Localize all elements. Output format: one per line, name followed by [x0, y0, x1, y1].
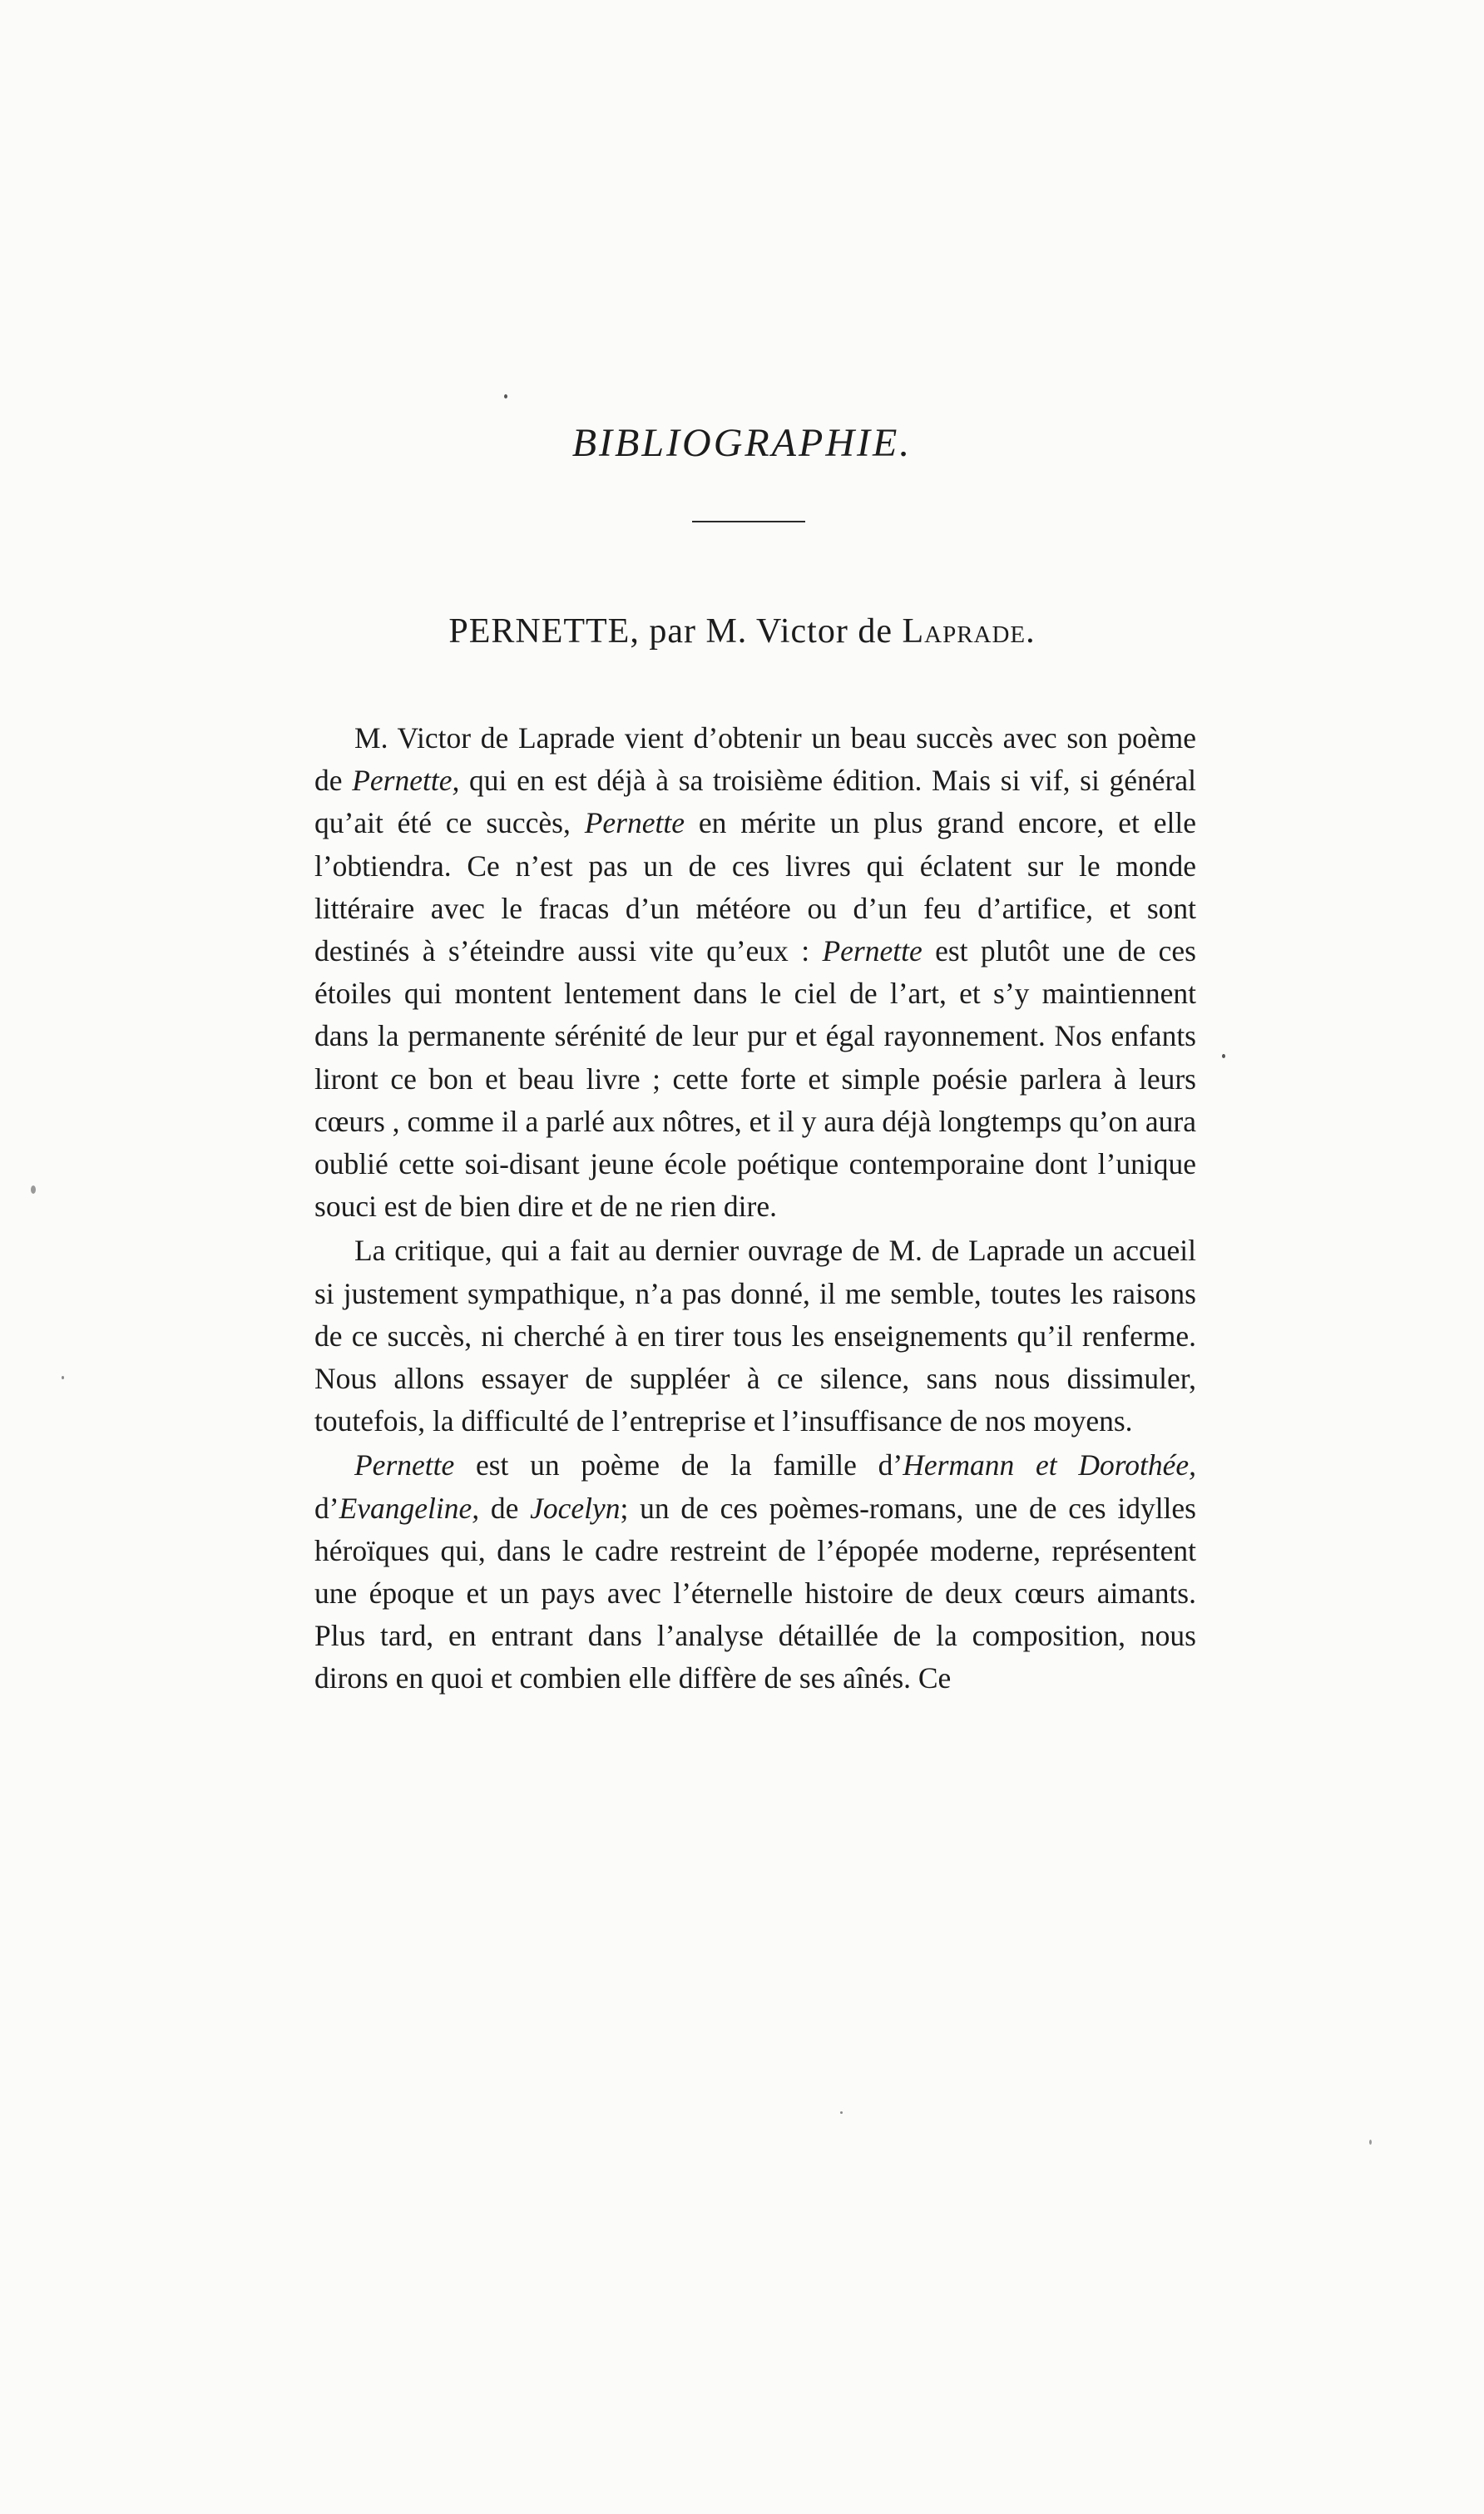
- paragraph-1-run-3: qui en est déjà à sa troisième édition. Mais si vif, si général qu’ait été ce succès,: [314, 764, 1196, 840]
- article-title: [0, 611, 1484, 651]
- section-heading: BIBLIOGRAPHIE.: [571, 421, 913, 465]
- paragraph-1: [314, 717, 1196, 1228]
- article-title-main: PERNETTE, par M. Victor de: [448, 612, 903, 651]
- paragraph-3: [314, 1444, 1196, 1700]
- paragraph-3-run-8: ; un de ces poèmes-romans, une de ces idylles héroïques qui, dans le cadre restreint de l’épopée moderne, représentent une époque et un pays avec l’éternelle histoire de deux cœurs aimants. Plus tard, en entrant dans l’analyse détaillée de la composition, nous dirons en quoi et combien elle diffère de ses aînés. Ce: [314, 1491, 1196, 1695]
- scan-speck: [504, 394, 507, 398]
- article-title-author: Laprade: [902, 612, 1026, 651]
- paragraph-3-run-4: d’: [314, 1491, 339, 1525]
- paragraph-3-run-2: est un poème de la famille d’: [454, 1448, 903, 1482]
- paragraph-1-run-1: M. Victor de Laprade vient d’obtenir un beau succès avec son poème de: [314, 721, 1196, 798]
- scan-speck: [1369, 2140, 1372, 2145]
- paragraph-1-run-6: Pernette: [822, 934, 923, 968]
- paragraph-1-run-5: en mérite un plus grand encore, et elle l’obtiendra. Ce n’est pas un de ces livres qui éclatent sur le monde littéraire avec le fracas d’un météore ou d’un feu d’artifice, et sont destinés à s’éteindre aussi vite qu’eux :: [314, 806, 1196, 968]
- scan-speck: [1222, 1054, 1225, 1058]
- paragraph-3-run-7: Jocelyn: [530, 1491, 621, 1525]
- paragraph-3-run-6: de: [479, 1491, 531, 1525]
- article-body: [314, 717, 1196, 1700]
- paragraph-2: [314, 1230, 1196, 1443]
- article-title-end: .: [1026, 612, 1036, 651]
- paragraph-3-run-5: Evangeline,: [339, 1491, 480, 1525]
- paragraph-1-run-2: Pernette,: [352, 764, 460, 798]
- paragraph-2-run-1: La critique, qui a fait au dernier ouvrage de M. de Laprade un accueil si justement sympathique, n’a pas donné, il me semble, toutes les raisons de ce succès, ni cherché à en tirer tous les enseignements qu’il renferme. Nous allons essayer de suppléer à ce silence, sans nous dissimuler, toutefois, la difficulté de l’entreprise et l’insuffisance de nos moyens.: [314, 1234, 1196, 1438]
- paragraph-3-run-1: Pernette: [354, 1448, 455, 1482]
- scan-speck: [31, 1185, 36, 1194]
- paragraph-1-run-7: est plutôt une de ces étoiles qui montent lentement dans le ciel de l’art, et s’y maintiennent dans la permanente sérénité de leur pur et égal rayonnement. Nos enfants liront ce bon et beau livre ; cette forte et simple poésie parlera à leurs cœurs , comme il a parlé aux nôtres, et il y aura déjà longtemps qu’on aura oublié cette soi-disant jeune école poétique contemporaine dont l’unique souci est de bien dire et de ne rien dire.: [314, 934, 1196, 1224]
- paragraph-3-run-3: Hermann et Dorothée,: [903, 1448, 1197, 1482]
- scan-speck: [840, 2111, 843, 2114]
- title-divider: [692, 521, 805, 522]
- scan-speck: [62, 1376, 64, 1379]
- paragraph-1-run-4: Pernette: [584, 806, 685, 840]
